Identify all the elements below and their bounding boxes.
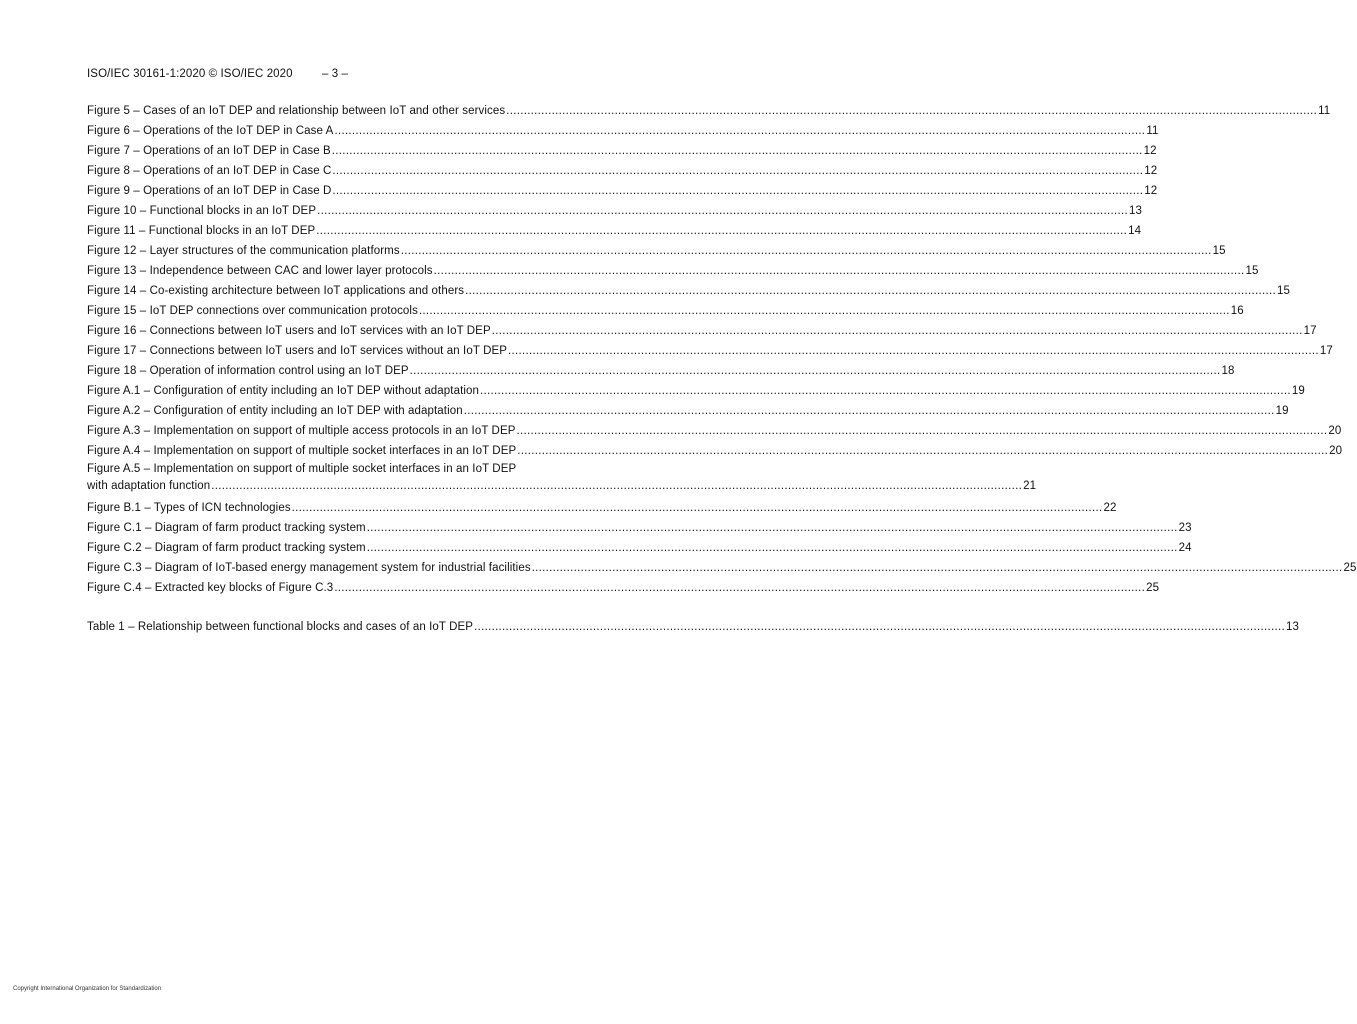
toc-entry-page: 15 (1276, 285, 1290, 297)
toc-entry-figure-7[interactable] (87, 141, 1157, 161)
toc-entry-figure-12[interactable] (87, 241, 1226, 261)
toc-entry-page: 22 (1103, 502, 1117, 514)
dot-leader (292, 498, 1103, 518)
toc-entry-page: 15 (1212, 245, 1226, 257)
toc-entry-lastline (87, 478, 1036, 498)
dot-leader (480, 381, 1291, 401)
toc-entry-label: Figure 16 – Connections between IoT users and IoT services with an IoT DEP (87, 325, 491, 337)
toc-entry-label: Figure 10 – Functional blocks in an IoT DEP (87, 205, 317, 217)
toc-entry-label: Figure 15 – IoT DEP connections over communication protocols (87, 305, 418, 317)
toc-entry-figure-13[interactable] (87, 261, 1259, 281)
toc-entry-table-1[interactable] (87, 617, 1299, 637)
toc-entry-page: 17 (1319, 345, 1333, 357)
toc-entry-figure-a1[interactable] (87, 381, 1305, 401)
toc-entry-page: 16 (1230, 305, 1244, 317)
toc-entry-label: Figure A.3 – Implementation on support of multiple access protocols in an IoT DEP (87, 425, 516, 437)
toc-entry-label: Figure 14 – Co-existing architecture between IoT applications and others (87, 285, 465, 297)
toc-entry-page: 13 (1128, 205, 1142, 217)
toc-entry-page: 20 (1329, 445, 1343, 457)
list-of-figures (87, 101, 1357, 598)
toc-entry-page: 19 (1291, 385, 1305, 397)
toc-entry-figure-10[interactable] (87, 201, 1142, 221)
toc-entry-page: 18 (1221, 365, 1235, 377)
toc-entry-page: 21 (1023, 480, 1037, 492)
toc-entry-figure-8[interactable] (87, 161, 1158, 181)
page-number: – 3 – (321, 68, 349, 80)
page-header (87, 68, 348, 80)
toc-entry-label: Figure 17 – Connections between IoT users and IoT services without an IoT DEP (87, 345, 508, 357)
dot-leader (517, 441, 1328, 461)
toc-entry-figure-9[interactable] (87, 181, 1158, 201)
toc-entry-figure-c3[interactable] (87, 558, 1357, 578)
dot-leader (532, 558, 1343, 578)
copyright-footer: Copyright International Organization for Standardization (13, 986, 162, 992)
dot-leader (316, 221, 1127, 241)
toc-entry-label: Figure A.4 – Implementation on support of multiple socket interfaces in an IoT DEP (87, 445, 517, 457)
toc-entry-label: Figure C.3 – Diagram of IoT-based energy management system for industrial facilities (87, 562, 531, 574)
toc-entry-figure-b1[interactable] (87, 498, 1117, 518)
dot-leader (410, 361, 1221, 381)
toc-entry-figure-c4[interactable] (87, 578, 1160, 598)
toc-entry-label: Table 1 – Relationship between functional blocks and cases of an IoT DEP (87, 621, 474, 633)
toc-entry-page: 25 (1343, 562, 1357, 574)
toc-entry-label: Figure 7 – Operations of an IoT DEP in Case B (87, 145, 331, 157)
toc-entry-page: 19 (1275, 405, 1289, 417)
toc-entry-label: Figure C.2 – Diagram of farm product tracking system (87, 542, 366, 554)
toc-entry-label: Figure B.1 – Types of ICN technologies (87, 502, 291, 514)
toc-entry-label: Figure 18 – Operation of information control using an IoT DEP (87, 365, 409, 377)
toc-entry-label: Figure A.2 – Configuration of entity including an IoT DEP with adaptation (87, 405, 463, 417)
toc-entry-figure-c1[interactable] (87, 518, 1192, 538)
list-of-tables (87, 617, 1299, 637)
dot-leader (334, 578, 1145, 598)
dot-leader (492, 321, 1303, 341)
toc-entry-figure-a5[interactable] (87, 461, 1037, 498)
dot-leader (332, 161, 1143, 181)
toc-entry-label: Figure 11 – Functional blocks in an IoT DEP (87, 225, 316, 237)
dot-leader (367, 518, 1178, 538)
dot-leader (517, 421, 1328, 441)
toc-entry-page: 12 (1144, 185, 1158, 197)
toc-entry-figure-c2[interactable] (87, 538, 1192, 558)
dot-leader (506, 101, 1317, 121)
toc-entry-label: Figure C.4 – Extracted key blocks of Figure C.3 (87, 582, 334, 594)
toc-entry-label: Figure C.1 – Diagram of farm product tracking system (87, 522, 366, 534)
dot-leader (334, 121, 1145, 141)
toc-entry-label: Figure 12 – Layer structures of the communication platforms (87, 245, 400, 257)
toc-entry-block (87, 461, 1036, 498)
toc-entry-label-line1: Figure A.5 – Implementation on support of multiple socket interfaces in an IoT DEP (87, 463, 517, 475)
toc-entry-label: Figure 8 – Operations of an IoT DEP in Case C (87, 165, 332, 177)
toc-entry-page: 12 (1144, 165, 1158, 177)
dot-leader (367, 538, 1178, 558)
toc-entry-page: 25 (1146, 582, 1160, 594)
dot-leader (465, 281, 1276, 301)
toc-entry-page: 15 (1245, 265, 1259, 277)
toc-entry-page: 11 (1318, 105, 1331, 117)
toc-entry-figure-14[interactable] (87, 281, 1290, 301)
toc-entry-page: 13 (1285, 621, 1299, 633)
toc-entry-figure-15[interactable] (87, 301, 1244, 321)
toc-entry-figure-6[interactable] (87, 121, 1159, 141)
toc-entry-label: Figure 9 – Operations of an IoT DEP in Case D (87, 185, 332, 197)
toc-entry-figure-11[interactable] (87, 221, 1142, 241)
dot-leader (332, 181, 1143, 201)
toc-entry-figure-17[interactable] (87, 341, 1333, 361)
dot-leader (419, 301, 1230, 321)
toc-entry-page: 23 (1178, 522, 1192, 534)
toc-entry-page: 17 (1303, 325, 1317, 337)
dot-leader (434, 261, 1245, 281)
dot-leader (474, 617, 1285, 637)
toc-entry-figure-16[interactable] (87, 321, 1317, 341)
toc-entry-figure-a2[interactable] (87, 401, 1289, 421)
document-id: ISO/IEC 30161-1:2020 © ISO/IEC 2020 (87, 68, 293, 80)
toc-entry-figure-a4[interactable] (87, 441, 1343, 461)
dot-leader (401, 241, 1212, 261)
toc-entry-label: Figure 6 – Operations of the IoT DEP in Case A (87, 125, 334, 137)
toc-entry-page: 20 (1328, 425, 1342, 437)
toc-entry-page: 11 (1146, 125, 1159, 137)
toc-entry-figure-18[interactable] (87, 361, 1235, 381)
toc-entry-page: 24 (1178, 542, 1192, 554)
toc-entry-label: Figure 13 – Independence between CAC and lower layer protocols (87, 265, 433, 277)
dot-leader (332, 141, 1143, 161)
toc-entry-page: 14 (1128, 225, 1142, 237)
toc-entry-figure-5[interactable] (87, 101, 1331, 121)
toc-entry-figure-a3[interactable] (87, 421, 1342, 441)
dot-leader (317, 201, 1128, 221)
dot-leader (464, 401, 1275, 421)
toc-entry-label: Figure A.1 – Configuration of entity including an IoT DEP without adaptation (87, 385, 480, 397)
dot-leader (211, 478, 1022, 494)
toc-entry-label: Figure 5 – Cases of an IoT DEP and relationship between IoT and other services (87, 105, 506, 117)
toc-entry-page: 12 (1143, 145, 1157, 157)
dot-leader (508, 341, 1319, 361)
toc-entry-label-line2: with adaptation function (87, 480, 211, 492)
